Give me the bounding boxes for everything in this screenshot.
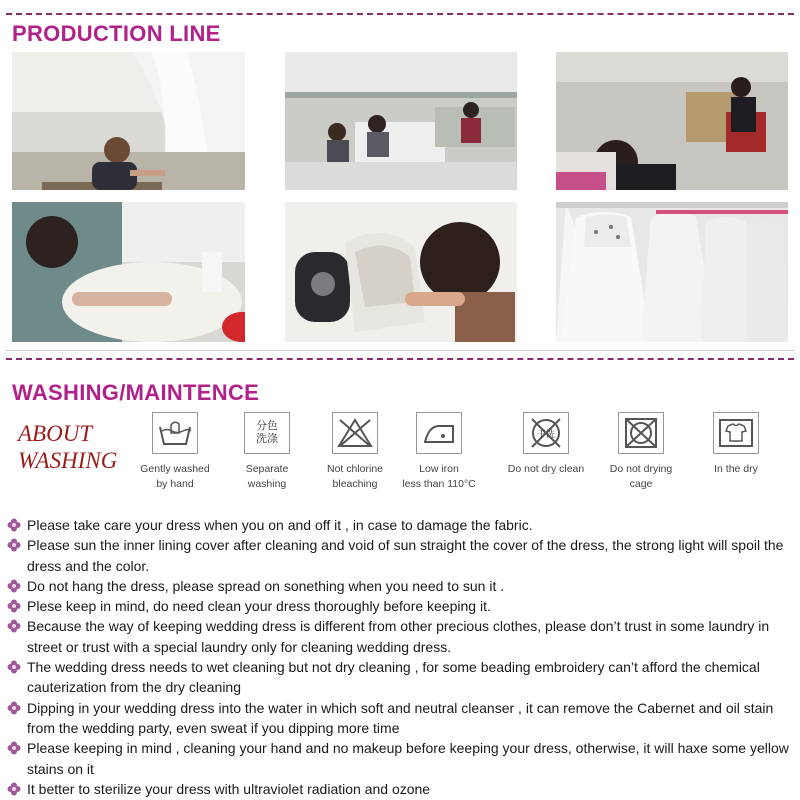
no-dry-clean-icon-text: 干洗 <box>536 430 556 440</box>
list-item <box>6 576 796 596</box>
seamstress-sewing-photo <box>556 52 788 190</box>
care-label-no-dry-clean: Do not dry clean <box>507 463 585 475</box>
flower-bullet-icon <box>7 701 21 715</box>
flower-bullet-icon <box>7 599 21 613</box>
middle-rule <box>6 350 794 351</box>
care-low-iron <box>398 412 480 492</box>
instruction-text: It better to sterilize your dress with ultraviolet radiation and ozone <box>27 780 431 797</box>
worker-cutting-fabric-photo <box>12 52 245 190</box>
instruction-text: Because the way of keeping wedding dress is different from other precious clothes, please don’t trust in some laundry in street or trust with a special laundry only for cleaning wedding dress. <box>27 618 770 655</box>
no-bleach-icon <box>332 412 378 454</box>
instruction-text: Please keeping in mind , cleaning your hand and no makeup before keeping your dress, otherwise, it will haxe some yellow stains on it <box>27 740 789 777</box>
list-item <box>6 698 796 739</box>
care-label-no-bleach: Not chlorine bleaching <box>326 463 384 490</box>
list-item <box>6 779 796 799</box>
care-label-low-iron: Low iron less than 110°C <box>402 463 476 490</box>
care-label-shade-dry: In the dry <box>714 463 758 475</box>
washing-text: WASHING <box>18 448 118 473</box>
care-separate-wash <box>226 412 308 492</box>
flower-bullet-icon <box>7 782 21 796</box>
flower-bullet-icon <box>7 518 21 532</box>
finished-gowns-photo <box>556 202 788 342</box>
no-tumble-dry-icon <box>618 412 664 454</box>
care-label-no-tumble-dry: Do not drying cage <box>609 463 673 490</box>
care-label-hand-wash: Gently washed by hand <box>140 463 210 490</box>
list-item <box>6 738 796 779</box>
flower-bullet-icon <box>7 619 21 633</box>
middle-divider <box>6 358 794 360</box>
separate-wash-icon-text-1: 分色 <box>256 420 278 432</box>
hand-beading-photo <box>12 202 245 342</box>
top-divider <box>6 13 794 15</box>
care-hand-wash <box>134 412 216 492</box>
separate-wash-icon <box>244 412 290 454</box>
flower-bullet-icon <box>7 579 21 593</box>
instruction-text: Dipping in your wedding dress into the water in which soft and neutral cleanser , it can remove the Cabernet and oil stain from the wedding party, even sweat if you dipping more time <box>27 699 774 736</box>
instruction-text: The wedding dress needs to wet cleaning but not dry cleaning , for some beading embroidery can’t afford the chemical cauterization from the dry cleaning <box>27 659 760 696</box>
production-line-heading: PRODUCTION LINE <box>12 21 221 46</box>
list-item <box>6 535 796 576</box>
hand-wash-icon <box>152 412 198 454</box>
list-item <box>6 616 796 657</box>
instruction-text: Plese keep in mind, do need clean your dress thoroughly before keeping it. <box>27 598 491 615</box>
instruction-text: Please take care your dress when you on and off it , in case to damage the fabric. <box>27 517 533 533</box>
care-no-dry-clean <box>505 412 587 477</box>
care-no-tumble-dry <box>600 412 682 492</box>
care-no-bleach <box>314 412 396 492</box>
care-shade-dry <box>695 412 777 477</box>
washing-heading: WASHING/MAINTENCE <box>12 380 260 405</box>
list-item <box>6 657 796 698</box>
instruction-text: Please sun the inner lining cover after cleaning and void of sun straight the cover of the dress, the strong light will spoil the dress and the color. <box>27 537 784 574</box>
care-label-separate-wash: Separate washing <box>245 463 289 490</box>
list-item <box>6 515 796 535</box>
care-instructions-list <box>6 515 796 799</box>
factory-floor-photo <box>285 52 517 190</box>
low-iron-icon <box>416 412 462 454</box>
lace-bodice-photo <box>285 202 517 342</box>
flower-bullet-icon <box>7 741 21 755</box>
about-text: ABOUT <box>18 421 93 446</box>
about-washing-title <box>18 420 138 474</box>
instruction-text: Do not hang the dress, please spread on sonething when you need to sun it . <box>27 577 505 594</box>
flower-bullet-icon <box>7 660 21 674</box>
list-item <box>6 596 796 616</box>
no-dry-clean-icon <box>523 412 569 454</box>
shade-dry-icon <box>713 412 759 454</box>
separate-wash-icon-text-2: 洗涤 <box>256 433 278 445</box>
flower-bullet-icon <box>7 538 21 552</box>
